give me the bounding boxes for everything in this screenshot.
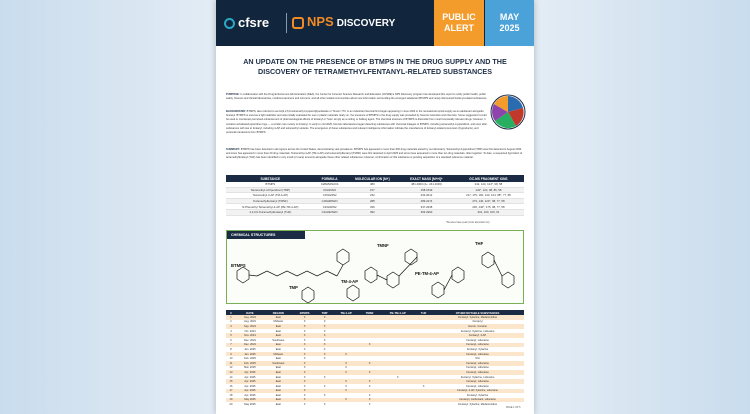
table-cell: Apr. 2025 (236, 379, 264, 384)
alert-line-1: PUBLIC (442, 12, 476, 22)
table-cell: X (293, 370, 317, 375)
table-cell: X (333, 389, 360, 394)
btmps-ring-right (337, 249, 349, 265)
tmnf-phenyl (405, 249, 417, 265)
btmps-chain (257, 271, 337, 276)
summary-text: BTMPS has been detected in all regions across the United States, demonstrating vast prevalence. BTMPS has appeared in more than 600 drug materials tested by our laboratory. Tetramethyl-4-piperidinol (TMP) was first detected in August 2024 and since has appeared in more than 20 drug materials. Tetramethyl-4-AP (TM-4-AP) and tetramethylfentanyl (TMNF) were first detected in April 2025 and since have appeared in more than ten drug materials, often together. To date, a suspected byproduct of tetramethylfentanyl (THF) has been identified in only small (or trace) amounts alongside these other related substances; however, confirmation of this substance is pending acquisition of a standard reference material. (226, 148, 523, 160)
table-cell: 1 (226, 315, 236, 320)
table-cell: 6 (226, 338, 236, 343)
table-cell: X (293, 366, 317, 371)
table-cell: 158.1539 (400, 187, 453, 193)
substance-table-header (226, 175, 524, 182)
table-cell: X (333, 379, 360, 384)
table-cell: X (293, 375, 317, 380)
table-cell: X (293, 352, 317, 357)
table-cell: Fentanyl, Lidocaine (431, 370, 524, 375)
column-header: # (226, 310, 236, 315)
table-cell: East (264, 384, 293, 389)
table-cell: C23H32N2 (315, 204, 345, 210)
table-cell: X (360, 370, 380, 375)
discovery-text: DISCOVERY (336, 18, 396, 29)
table-cell: Tetramethylfentanyl (TMNF) (226, 198, 315, 204)
table-cell: Tetramethyl-4-AP (TM-4-AP) (226, 193, 315, 199)
table-cell: 392 (345, 209, 401, 215)
table-cell: Feb. 2025 (236, 361, 264, 366)
table-cell: X (293, 389, 317, 394)
table-cell: Fentanyl, Lidocaine (431, 352, 524, 357)
petm4ap-phenyl (452, 267, 464, 283)
table-cell: X (360, 361, 380, 366)
table-cell: 5 (226, 333, 236, 338)
btmps-ring-left (237, 267, 249, 283)
table-cell: 142*, 124, 98, 86, 58 (453, 187, 524, 193)
table-cell: X (333, 384, 360, 389)
table-cell: Mar. 2025 (236, 366, 264, 371)
table-cell (380, 402, 417, 407)
table-cell: Feb. 2025 (236, 356, 264, 361)
table-cell: 157 (345, 187, 401, 193)
table-cell: X (317, 393, 333, 398)
chemical-structures-heading: CHEMICAL STRUCTURES (227, 231, 305, 239)
table-cell: X (360, 343, 380, 348)
column-header: REGION (264, 310, 293, 315)
column-header: TMNF (360, 310, 380, 315)
table-cell: East (264, 393, 293, 398)
table-cell: Midwest (264, 320, 293, 325)
substance-row (226, 209, 524, 215)
table-cell: 10 (226, 356, 236, 361)
table-cell: East (264, 398, 293, 403)
table-cell: X (293, 333, 317, 338)
table-cell: X (333, 370, 360, 375)
table-cell: 2,2,6,6-Tetramethylfentanyl (THF) (226, 209, 315, 215)
table-cell: Fentanyl, Lidocaine (431, 338, 524, 343)
table-cell: 14 (226, 375, 236, 380)
table-cell: Aug. 2024 (236, 320, 264, 325)
table-cell: Apr. 2025 (236, 384, 264, 389)
table-cell: X (317, 338, 333, 343)
cfsre-logo-text: cfsre (238, 15, 270, 30)
table-cell: X (293, 393, 317, 398)
table-cell: X (360, 402, 380, 407)
table-cell: X (293, 384, 317, 389)
table-cell: Heroin, Cocaine (431, 324, 524, 329)
table-cell: Tetramethyl-4-Piperidinol (TMP) (226, 187, 315, 193)
alert-line-2: ALERT (444, 23, 474, 33)
table-cell: East (264, 347, 293, 352)
table-cell: Jan. 2025 (236, 352, 264, 357)
table-cell: Jan. 2025 (236, 347, 264, 352)
table-cell: X (317, 356, 333, 361)
table-cell: X (293, 379, 317, 384)
table-cell: X (317, 402, 333, 407)
page-footer: PAGE 1 OF 5 (506, 406, 521, 409)
table-cell: X (333, 361, 360, 366)
table-cell: Dec. 2024 (236, 343, 264, 348)
table-cell: Fentanyl, Xylazine, Medetomidine (431, 402, 524, 407)
table-cell: X (333, 352, 360, 357)
table-cell: X (317, 315, 333, 320)
table-cell: X (360, 384, 380, 389)
table-cell (416, 402, 431, 407)
table-cell: C24H32N2O (315, 209, 345, 215)
column-header: FORMULA (315, 175, 345, 182)
table-cell: East (264, 366, 293, 371)
table-cell: X (317, 347, 333, 352)
table-cell: C28H52N2O4 (315, 182, 345, 187)
table-cell: X (293, 347, 317, 352)
table-cell: X (293, 315, 317, 320)
table-cell: 242, 140, 124*, 98, 58 (453, 182, 524, 187)
table-cell: X (317, 329, 333, 334)
column-header: DATE (236, 310, 264, 315)
table-cell: 273, 140, 124*, 98, 77, 58 (453, 198, 524, 204)
table-cell: 9 (226, 352, 236, 357)
table-cell: East (264, 324, 293, 329)
date-line-1: MAY (499, 12, 520, 22)
purpose-paragraph (226, 93, 488, 101)
table-cell: Fentanyl, Xylazine, Lidocaine (431, 375, 524, 380)
case-row (226, 402, 524, 407)
table-cell: X (317, 320, 333, 325)
table-cell: 288 (345, 198, 401, 204)
tmnf-ring (387, 272, 399, 288)
table-cell: X (293, 320, 317, 325)
table-cell: X (293, 402, 317, 407)
thf-phenyl (502, 272, 514, 288)
column-header: MOLECULAR ION [M+] (345, 175, 401, 182)
table-cell: BTMPS (226, 182, 315, 187)
table-cell: Aug. 2024 (236, 315, 264, 320)
table-cell: Southwest (264, 338, 293, 343)
structure-label-tm4ap: TM-4-AP (341, 279, 358, 284)
table-cell: 289.2274 (400, 198, 453, 204)
table-cell: N/A (431, 356, 524, 361)
table-cell: East (264, 370, 293, 375)
table-cell: East (264, 315, 293, 320)
table-cell: 336 (345, 204, 401, 210)
table-cell: East (264, 389, 293, 394)
table-cell: X (360, 398, 380, 403)
logo-divider (286, 13, 287, 33)
table-cell: Apr. 2025 (236, 375, 264, 380)
table-cell: X (293, 343, 317, 348)
table-cell: X (317, 384, 333, 389)
table-cell: 11 (226, 361, 236, 366)
table-cell: Dec. 2024 (236, 338, 264, 343)
table-cell: Oct. 2024 (236, 329, 264, 334)
column-header: TMP (317, 310, 333, 315)
table-cell: 12 (226, 366, 236, 371)
table-cell: X (293, 356, 317, 361)
table-cell: Apr. 2025 (236, 393, 264, 398)
date-line-2: 2025 (499, 23, 520, 33)
table-cell: East (264, 356, 293, 361)
column-header: BTMPS (293, 310, 317, 315)
table-cell: X (317, 352, 333, 357)
table-cell: 481.4000 (2+: 241.2036) (400, 182, 453, 187)
table-cell: Fentanyl, Lidocaine (431, 384, 524, 389)
table-cell: C18H28N2O (315, 198, 345, 204)
table-cell: 4 (226, 329, 236, 334)
table-cell: Fentanyl (431, 320, 524, 325)
table-cell: 393.2900 (400, 209, 453, 215)
table-cell: X (380, 375, 417, 380)
public-alert-badge (434, 0, 484, 46)
table-cell: Fentanyl, Xylazine (431, 347, 524, 352)
table-cell: 217, 175, 160, 140, 124, 98*, 77, 58 (453, 193, 524, 199)
table-cell: East (264, 379, 293, 384)
table-cell: Fentanyl, Xylazine, Lidocaine (431, 329, 524, 334)
table-cell: 16 (226, 384, 236, 389)
table-cell: X (333, 366, 360, 371)
table-cell: 3 (226, 324, 236, 329)
table-cell: 17 (226, 389, 236, 394)
table-cell: 233.2012 (400, 193, 453, 199)
table-cell: 20 (226, 402, 236, 407)
table-cell: Fentanyl, Lidocaine (431, 361, 524, 366)
column-header: PE-TM-4-AP (380, 310, 417, 315)
table-cell: N-Phenethyl Tetramethyl-4-AP (PE-TM-4-AP) (226, 204, 315, 210)
us-regions-map-icon (490, 94, 526, 130)
table-cell: Fentanyl, Lidocaine (431, 379, 524, 384)
table-cell: East (264, 375, 293, 380)
table-cell: Fentanyl, Lidocaine (431, 366, 524, 371)
table-cell: X (360, 379, 380, 384)
background-paragraph (226, 110, 488, 135)
table-cell: East (264, 402, 293, 407)
table-cell: 337.2638 (400, 204, 453, 210)
table-cell: Apr. 2025 (236, 370, 264, 375)
background-text: BTMPS, also referred to as bis(2,2,6,6-tetramethyl-4-piperidyl)sebacate or Tinuvin 770, is an industrial chemical first began appearing in June 2024 in the recreational opioid supply as an adulterant alongside fentanyl. BTMPS is used as a light stabilizer and was initially evaluated for use in plastic materials. Early on, the presence of BTMPS in the drug supply was preceded by forensic scientists and chemists. Some suggested it could be used to counteract perceived enhancement of pharmacological effects of fentanyl or 'Sure' simply as a cutting or bulking agent. The chemical structure of BTMPS is dissimilar from most forensically relevant drugs; however, it contains substituted piperidine rings — a similar core moiety to fentanyl. In early to mid 2025, forensic laboratories began detecting substances with chemical linkages to BTMPS, including tetramethyl-4-piperidinol, and soon after substances with ties to fentanyl, including 4-AP and tetramethyl variants. The emergence of these substances and relevant intelligence information indicate the manufacture of fentanyl-related precursors (byproducts), and personal interactions from BTMPS. (226, 110, 488, 135)
nps-discovery-logo (292, 14, 395, 29)
table-cell: 7 (226, 343, 236, 348)
table-cell: Fentanyl, Lidocaine (431, 343, 524, 348)
table-cell: Fentanyl, Xylazine, Medetomidine (431, 315, 524, 320)
table-cell: May 2025 (236, 402, 264, 407)
table-cell: C9H19NO (315, 187, 345, 193)
table-footnote: *Denotes base peak (most abundant ion) (446, 221, 490, 224)
case-table (226, 310, 524, 407)
table-cell: 480 (345, 182, 401, 187)
page-title: AN UPDATE ON THE PRESENCE OF BTMPS IN THE DRUG SUPPLY AND THE DISCOVERY OF TETRAMETHYLFENTANYL-RELATED SUBSTANCES (243, 57, 507, 76)
document-page (216, 0, 534, 414)
table-cell: 19 (226, 398, 236, 403)
table-cell: Fentanyl, 4-AP (431, 333, 524, 338)
table-cell: 18 (226, 393, 236, 398)
table-cell: X (293, 361, 317, 366)
column-header: TM-4-AP (333, 310, 360, 315)
structure-label-thf: THF (475, 241, 484, 246)
table-cell: 8 (226, 347, 236, 352)
table-cell: X (333, 398, 360, 403)
table-cell: 13 (226, 370, 236, 375)
table-cell: C15H24N2 (315, 193, 345, 199)
purpose-label: PURPOSE: (226, 93, 240, 96)
structure-label-petm4ap: PE-TM-4-AP (415, 271, 439, 276)
table-cell: X (317, 324, 333, 329)
table-cell: Apr. 2025 (236, 389, 264, 394)
structures-drawing (227, 231, 523, 303)
thf-ring (482, 252, 494, 268)
header-bar (216, 0, 534, 46)
purpose-text: In collaboration with the Drug Enforcement Administration (DEA), the Center for Forensic Science Research and Education (CFSRE)'s NPS Discovery program has developed this report to notify public health, public safety, forensic and clinical laboratories, medical examiners and coroners, and all other related communities about new information surrounding the emergent adulterant BTMPS and newly discovered fentanyl-related substances. (226, 93, 488, 101)
table-cell: 15 (226, 379, 236, 384)
table-cell: 301, 160, 105, 91 (453, 209, 524, 215)
table-cell: 245, 140*, 175, 98, 77, 58 (453, 204, 524, 210)
table-cell: Fentanyl, Xylazine (431, 393, 524, 398)
substance-table (226, 175, 524, 216)
table-cell: Fentanyl, Carfentanil, Lidocaine (431, 398, 524, 403)
nps-text: NPS (307, 14, 334, 29)
table-cell: X (317, 375, 333, 380)
summary-label: SUMMARY: (226, 148, 240, 151)
background-label: BACKGROUND: (226, 110, 246, 113)
table-cell: East (264, 329, 293, 334)
structure-label-btmps: BTMPS (231, 263, 246, 268)
structure-label-tmp: TMP (289, 285, 298, 290)
column-header: SUBSTANCE (226, 175, 315, 182)
table-cell: X (293, 398, 317, 403)
table-cell: X (293, 329, 317, 334)
table-cell: Southwest (264, 361, 293, 366)
tm4ap-phenyl (365, 267, 377, 283)
table-cell: X (360, 393, 380, 398)
table-cell: X (416, 384, 431, 389)
table-cell: May 2025 (236, 398, 264, 403)
petm4ap-ring (432, 282, 444, 298)
chemical-structures-panel (226, 230, 524, 304)
cfsre-logo (224, 15, 269, 30)
tmp-ring (302, 287, 314, 303)
table-cell: X (317, 343, 333, 348)
table-cell: 232 (345, 193, 401, 199)
table-cell: Nov. 2024 (236, 333, 264, 338)
table-cell: Sep. 2024 (236, 324, 264, 329)
tm4ap-ring (347, 285, 359, 301)
table-cell: East (264, 333, 293, 338)
table-cell: X (293, 324, 317, 329)
cfsre-logo-icon (224, 18, 235, 29)
table-cell: Fentanyl, 4-AP, Xylazine, Lidocaine (431, 389, 524, 394)
table-cell (333, 402, 360, 407)
table-cell: X (293, 338, 317, 343)
date-badge (485, 0, 534, 46)
table-cell: X (317, 333, 333, 338)
column-header: OTHER NOTABLE SUBSTANCES (431, 310, 524, 315)
summary-paragraph (226, 148, 524, 161)
table-cell: 2 (226, 320, 236, 325)
column-header: EXACT MASS [M+H]+ (400, 175, 453, 182)
column-header: THF (416, 310, 431, 315)
structure-label-tmnf: TMNF (377, 243, 389, 248)
table-cell: East (264, 343, 293, 348)
column-header: GC-MS FRAGMENT IONS (453, 175, 524, 182)
table-cell: Midwest (264, 352, 293, 357)
nps-logo-icon (292, 17, 304, 29)
